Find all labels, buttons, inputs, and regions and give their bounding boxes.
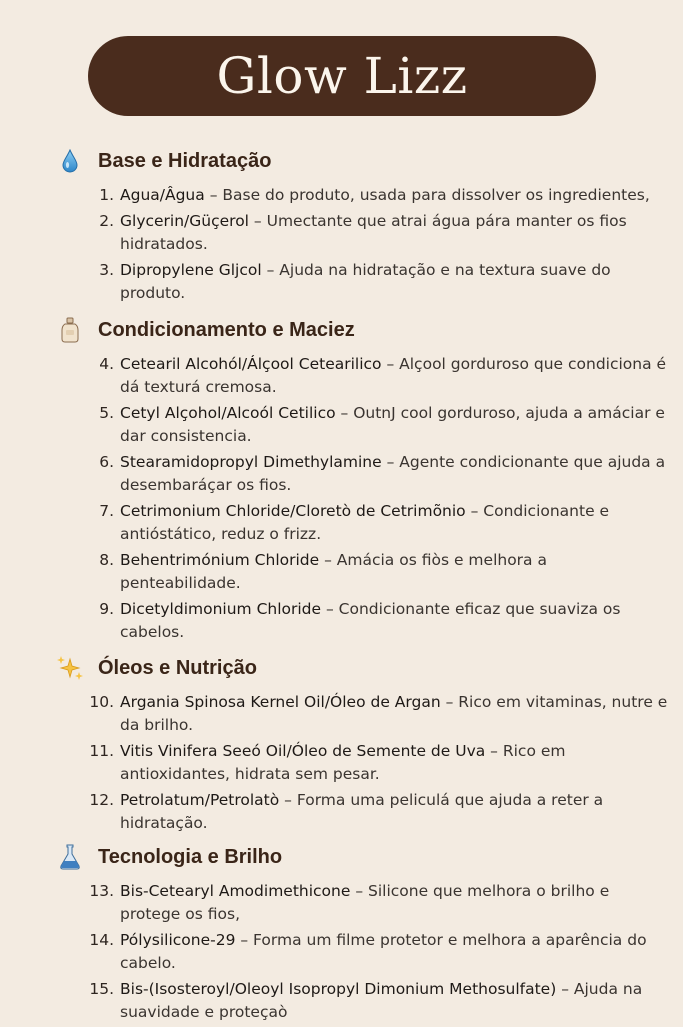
ingredient-name: Cetrimonium Chloride/Cloretò de Cetrimõnio: [120, 502, 466, 520]
list-item: [0, 929, 683, 975]
item-number: 10.: [89, 693, 114, 711]
list-item: [0, 402, 683, 448]
ingredient-name: Dicetyldimonium Chloride: [120, 600, 322, 618]
ingredient-name: Stearamidopropyl Dimethylamine: [120, 453, 382, 471]
list-item: [0, 353, 683, 399]
list-item: [0, 184, 683, 207]
item-number: 11.: [89, 742, 114, 760]
ingredient-description: – Umectante que atrai água pára manter os fios hidratados.: [120, 212, 627, 253]
section-base-hidratacao: [0, 146, 683, 308]
item-number: 1.: [99, 186, 114, 204]
list-item: [0, 549, 683, 595]
item-number: 2.: [99, 212, 114, 230]
item-number: 15.: [89, 980, 114, 998]
ingredient-name: Petrolatum/Petrolatò: [120, 791, 280, 809]
ingredient-description: – Rico em antioxidantes, hidrata sem pesar.: [120, 742, 566, 783]
ingredient-description: – Base do produto, usada para dissolver os ingredientes,: [204, 186, 650, 204]
flask-icon: [56, 844, 84, 870]
item-number: 3.: [99, 261, 114, 279]
item-number: 9.: [99, 600, 114, 618]
list-item: [0, 598, 683, 644]
ingredient-description: – Condicionante eficaz que suaviza os cabelos.: [120, 600, 621, 641]
list-item: [0, 691, 683, 737]
ingredient-name: Pólysilicone-29: [120, 931, 236, 949]
list-item: [0, 451, 683, 497]
sparkles-icon: [56, 655, 84, 681]
ingredient-name: Argania Spinosa Kernel Oil/Óleo de Argan: [120, 693, 441, 711]
ingredient-description: – Ajuda na hidratação e na textura suave do produto.: [120, 261, 611, 302]
ingredient-name: Glycerin/Güçerol: [120, 212, 249, 230]
ingredient-description: – Forma uma peliculá que ajuda a reter a hidratação.: [120, 791, 604, 832]
item-number: 5.: [99, 404, 114, 422]
item-number: 8.: [99, 551, 114, 569]
ingredient-description: – OutnJ cool gorduroso, ajuda a amáciar e dar consistencia.: [120, 404, 665, 445]
ingredient-name: Behentrimónium Chloride: [120, 551, 320, 569]
ingredient-description: – Alçool gorduroso que condiciona é dá texturá cremosa.: [120, 355, 667, 396]
ingredient-name: Vitis Vinifera Seeó Oil/Óleo de Semente de Uva: [120, 742, 486, 760]
section-title: Condicionamento e Maciez: [98, 319, 355, 341]
ingredient-description: – Forma um filme protetor e melhora a aparência do cabelo.: [120, 931, 647, 972]
ingredient-name: Bis-Cetearyl Amodimethicone: [120, 882, 351, 900]
ingredient-description: – Amácia os fiòs e melhora a penteabilidade.: [120, 551, 547, 592]
ingredient-description: – Rico em vitaminas, nutre e da brilho.: [120, 693, 668, 734]
item-number: 13.: [89, 882, 114, 900]
item-number: 14.: [89, 931, 114, 949]
section-title: Tecnologia e Brilho: [98, 846, 283, 868]
section-title: Base e Hidratação: [98, 150, 272, 172]
item-number: 12.: [89, 791, 114, 809]
list-item: [0, 789, 683, 835]
ingredient-name: Agua/Âgua: [120, 186, 205, 204]
list-item: [0, 880, 683, 926]
ingredient-name: Cetyl Alçohol/Alcoól Cetilico: [120, 404, 336, 422]
list-item: [0, 500, 683, 546]
brand-banner: [88, 36, 596, 116]
section-tecnologia-brilho: [0, 842, 683, 1027]
item-number: 6.: [99, 453, 114, 471]
ingredient-description: – Agente condicionante que ajuda a desembaráçar os fios.: [120, 453, 666, 494]
water-drop-icon: [56, 148, 84, 174]
item-number: 7.: [99, 502, 114, 520]
ingredient-description: – Condicionante e antióstático, reduz o frizz.: [120, 502, 610, 543]
ingredient-name: Bis-(Isosteroyl/Oleoyl Isopropyl Dimonium Methosulfate): [120, 980, 557, 998]
ingredient-name: Cetearil Alcohól/Álçool Cetearilico: [120, 355, 382, 373]
ingredient-description: – Ajuda na suavidade e proteçaò: [120, 980, 643, 1021]
ingredient-name: Dipropylene Gljcol: [120, 261, 262, 279]
ingredient-description: – Silicone que melhora o brilho e protege os fios,: [120, 882, 610, 923]
section-condicionamento: [0, 315, 683, 647]
section-oleos-nutricao: [0, 653, 683, 838]
section-title: Óleos e Nutrição: [98, 657, 257, 679]
list-item: [0, 978, 683, 1024]
item-number: 4.: [99, 355, 114, 373]
brand-title: Glow Lizz: [216, 47, 468, 105]
list-item: [0, 210, 683, 256]
cream-bottle-icon: [56, 317, 84, 343]
list-item: [0, 259, 683, 305]
list-item: [0, 740, 683, 786]
